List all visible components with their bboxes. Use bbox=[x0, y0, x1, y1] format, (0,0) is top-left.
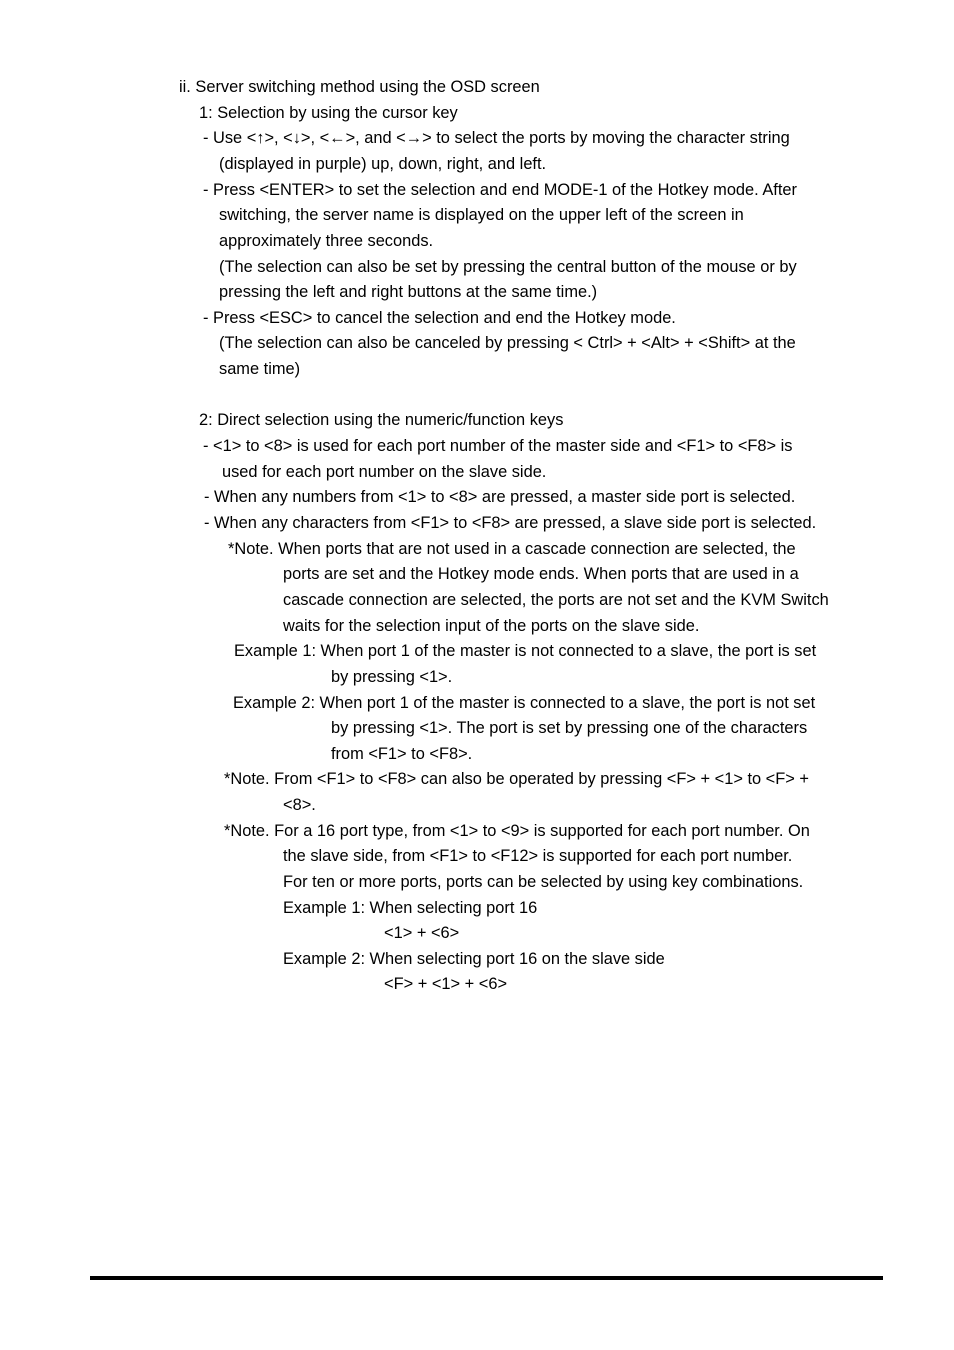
note-line: *Note. When ports that are not used in a cascade connection are selected, the bbox=[228, 540, 796, 558]
example-line: Example 1: When selecting port 16 bbox=[283, 899, 538, 917]
text-line: same time) bbox=[219, 360, 301, 378]
text-line: - <1> to <8> is used for each port number of the master side and <F1> to <F8> is bbox=[203, 437, 793, 455]
footer-rule bbox=[90, 1276, 883, 1280]
example-line: by pressing <1>. The port is set by pressing one of the characters bbox=[331, 719, 808, 737]
note-line: cascade connection are selected, the ports are not set and the KVM Switch bbox=[283, 591, 829, 609]
note-line: For ten or more ports, ports can be selected by using key combinations. bbox=[283, 873, 804, 891]
text-line: used for each port number on the slave side. bbox=[222, 463, 547, 481]
example-line: from <F1> to <F8>. bbox=[331, 745, 473, 763]
key-combo: <1> + <6> bbox=[384, 924, 460, 942]
text-line: switching, the server name is displayed on the upper left of the screen in bbox=[219, 206, 744, 224]
section-heading: ii. Server switching method using the OSD screen bbox=[179, 78, 540, 96]
note-line: *Note. From <F1> to <F8> can also be operated by pressing <F> + <1> to <F> + bbox=[224, 770, 809, 788]
note-line: the slave side, from <F1> to <F12> is supported for each port number. bbox=[283, 847, 793, 865]
text-line: - When any numbers from <1> to <8> are pressed, a master side port is selected. bbox=[204, 488, 796, 506]
text-line: pressing the left and right buttons at the same time.) bbox=[219, 283, 598, 301]
text-line: approximately three seconds. bbox=[219, 232, 434, 250]
note-line: <8>. bbox=[283, 796, 316, 814]
sub-heading-direct-selection: 2: Direct selection using the numeric/function keys bbox=[199, 411, 564, 429]
note-line: *Note. For a 16 port type, from <1> to <9> is supported for each port number. On bbox=[224, 822, 810, 840]
example-line: Example 2: When selecting port 16 on the slave side bbox=[283, 950, 665, 968]
key-combo: <F> + <1> + <6> bbox=[384, 975, 508, 993]
example-line: Example 1: When port 1 of the master is not connected to a slave, the port is set bbox=[234, 642, 817, 660]
text-line: - Use <↑>, <↓>, <←>, and <→> to select the ports by moving the character string bbox=[203, 129, 790, 147]
note-line: ports are set and the Hotkey mode ends. When ports that are used in a bbox=[283, 565, 799, 583]
text-line: - Press <ENTER> to set the selection and end MODE-1 of the Hotkey mode. After bbox=[203, 181, 797, 199]
text-line: (The selection can also be canceled by pressing < Ctrl> + <Alt> + <Shift> at the bbox=[219, 334, 796, 352]
text-line: (displayed in purple) up, down, right, and left. bbox=[219, 155, 547, 173]
text-line: (The selection can also be set by pressing the central button of the mouse or by bbox=[219, 258, 797, 276]
example-line: by pressing <1>. bbox=[331, 668, 453, 686]
note-line: waits for the selection input of the ports on the slave side. bbox=[283, 617, 700, 635]
sub-heading-cursor-key: 1: Selection by using the cursor key bbox=[199, 104, 458, 122]
text-line: - When any characters from <F1> to <F8> are pressed, a slave side port is selected. bbox=[204, 514, 817, 532]
text-line: - Press <ESC> to cancel the selection and end the Hotkey mode. bbox=[203, 309, 676, 327]
example-line: Example 2: When port 1 of the master is connected to a slave, the port is not set bbox=[233, 694, 816, 712]
